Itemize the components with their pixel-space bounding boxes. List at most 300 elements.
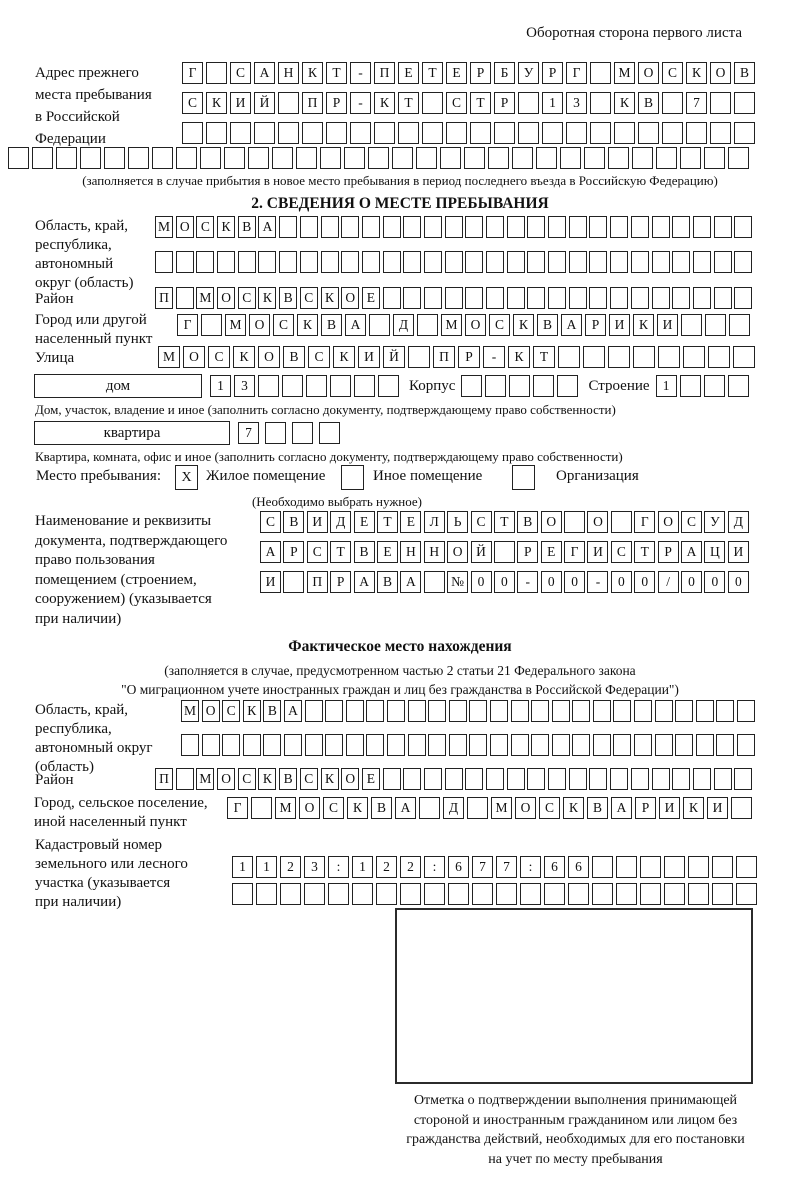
char-box [254, 122, 275, 144]
char-box [305, 734, 323, 756]
char-box: Т [494, 511, 515, 533]
char-box: В [283, 511, 304, 533]
char-box [731, 797, 752, 819]
char-box: Е [400, 511, 421, 533]
char-box [486, 216, 504, 238]
char-box [686, 122, 707, 144]
char-box: Е [377, 541, 398, 563]
char-box: 0 [611, 571, 632, 593]
char-box: Р [326, 92, 347, 114]
char-box: В [371, 797, 392, 819]
char-box: К [333, 346, 355, 368]
char-box: - [483, 346, 505, 368]
char-box: Г [182, 62, 203, 84]
char-box: 0 [541, 571, 562, 593]
char-box [590, 62, 611, 84]
s2-gorod-label [35, 311, 175, 349]
stamp-note-line: гражданства действий, необходимых для его постановки [406, 1132, 745, 1147]
char-box: А [611, 797, 632, 819]
char-box: Р [542, 62, 563, 84]
char-box: К [513, 314, 534, 336]
char-box [449, 734, 467, 756]
fact-title: Фактическое место нахождения [288, 638, 512, 655]
char-box: К [243, 700, 261, 722]
char-box: В [283, 346, 305, 368]
char-box [693, 251, 711, 273]
dom-field-label: дом [34, 374, 202, 398]
char-box: И [260, 571, 281, 593]
char-box [520, 883, 541, 905]
char-box [424, 216, 442, 238]
prev-address-note: (заполняется в случае прибытия в новое место пребывания в период последнего въезда в Российскую Федерацию) [82, 173, 718, 188]
char-box: С [182, 92, 203, 114]
char-box: : [520, 856, 541, 878]
label-line: право пользования [35, 552, 155, 568]
char-box: К [563, 797, 584, 819]
char-box [378, 375, 399, 397]
char-box [688, 883, 709, 905]
char-box [590, 92, 611, 114]
char-box: К [258, 768, 276, 790]
char-box [490, 734, 508, 756]
char-box: К [217, 216, 235, 238]
char-box: С [230, 62, 251, 84]
char-box [592, 883, 613, 905]
char-box [490, 700, 508, 722]
fact-oblast-row-2 [181, 734, 755, 756]
char-box [593, 700, 611, 722]
char-box [350, 122, 371, 144]
char-box: Е [541, 541, 562, 563]
char-box [631, 251, 649, 273]
char-box [422, 122, 443, 144]
char-box [296, 147, 317, 169]
char-box [428, 700, 446, 722]
s2-rayon-row [155, 287, 752, 309]
char-box [449, 700, 467, 722]
char-box: 1 [352, 856, 373, 878]
char-box [652, 216, 670, 238]
char-box [408, 734, 426, 756]
kadastr-row-1 [232, 856, 757, 878]
label-line: документа, подтверждающего [35, 532, 228, 549]
char-box [733, 346, 755, 368]
char-box: Д [728, 511, 749, 533]
char-box [8, 147, 29, 169]
char-box [282, 375, 303, 397]
char-box [279, 216, 297, 238]
dom-cells [210, 375, 399, 397]
char-box: 3 [234, 375, 255, 397]
char-box [734, 251, 752, 273]
char-box: К [302, 62, 323, 84]
char-box: П [307, 571, 328, 593]
char-box: Л [424, 511, 445, 533]
doc-row-2 [260, 541, 749, 563]
char-box: Г [564, 541, 585, 563]
char-box: И [659, 797, 680, 819]
char-box [662, 92, 683, 114]
char-box [424, 571, 445, 593]
char-box [527, 216, 545, 238]
char-box [693, 287, 711, 309]
char-box [552, 700, 570, 722]
char-box [258, 251, 276, 273]
char-box: 2 [280, 856, 301, 878]
char-box [672, 287, 690, 309]
char-box: В [279, 768, 297, 790]
s2-rayon-label: Район [35, 291, 74, 307]
char-box: О [587, 511, 608, 533]
char-box [56, 147, 77, 169]
kvartira-cells [238, 422, 340, 444]
char-box: М [155, 216, 173, 238]
char-box [424, 287, 442, 309]
s2-gorod-row [177, 314, 750, 336]
char-box [656, 147, 677, 169]
char-box: Е [398, 62, 419, 84]
char-box: У [704, 511, 725, 533]
char-box [202, 734, 220, 756]
char-box: Е [362, 768, 380, 790]
confirmation-stamp-box [395, 908, 753, 1084]
char-box [419, 797, 440, 819]
char-box: : [328, 856, 349, 878]
char-box [655, 734, 673, 756]
char-box [569, 287, 587, 309]
char-box [326, 122, 347, 144]
char-box [507, 287, 525, 309]
s2-kvartira-row [34, 421, 340, 445]
char-box [417, 314, 438, 336]
char-box [206, 122, 227, 144]
char-box [200, 147, 221, 169]
char-box [729, 314, 750, 336]
char-box [387, 700, 405, 722]
char-box [511, 700, 529, 722]
char-box [527, 287, 545, 309]
char-box [681, 314, 702, 336]
char-box [696, 734, 714, 756]
char-box [243, 734, 261, 756]
char-box: М [441, 314, 462, 336]
char-box [486, 768, 504, 790]
char-box: В [321, 314, 342, 336]
char-box: 6 [448, 856, 469, 878]
char-box [302, 122, 323, 144]
char-box: С [300, 287, 318, 309]
char-box: Т [470, 92, 491, 114]
char-box [633, 346, 655, 368]
char-box [569, 216, 587, 238]
char-box [465, 768, 483, 790]
char-box: И [728, 541, 749, 563]
char-box: С [273, 314, 294, 336]
char-box [403, 216, 421, 238]
char-box: К [321, 287, 339, 309]
char-box [341, 216, 359, 238]
char-box [445, 287, 463, 309]
char-box [366, 734, 384, 756]
char-box: И [707, 797, 728, 819]
char-box [616, 856, 637, 878]
char-box [403, 768, 421, 790]
char-box [362, 251, 380, 273]
char-box [680, 147, 701, 169]
prev-address-row-2 [182, 92, 755, 114]
char-box: С [539, 797, 560, 819]
char-box: : [424, 856, 445, 878]
char-box [664, 883, 685, 905]
char-box: К [683, 797, 704, 819]
char-box [383, 251, 401, 273]
char-box [494, 541, 515, 563]
char-box [714, 251, 732, 273]
char-box [400, 883, 421, 905]
char-box: 6 [544, 856, 565, 878]
char-box [568, 883, 589, 905]
char-box [232, 883, 253, 905]
char-box [368, 147, 389, 169]
char-box: К [614, 92, 635, 114]
char-box: Д [443, 797, 464, 819]
char-box [486, 251, 504, 273]
char-box [300, 216, 318, 238]
char-box: С [323, 797, 344, 819]
char-box [292, 422, 313, 444]
char-box [422, 92, 443, 114]
char-box: 0 [681, 571, 702, 593]
char-box [610, 216, 628, 238]
stroenie-cells [656, 375, 749, 397]
char-box: 1 [210, 375, 231, 397]
char-box [560, 147, 581, 169]
char-box [445, 251, 463, 273]
char-box [531, 734, 549, 756]
fact-rayon-row [155, 768, 752, 790]
label-line: Город или другой [35, 312, 147, 328]
s2-oblast-label [35, 217, 155, 293]
char-box [403, 251, 421, 273]
residence-type-label: Место пребывания: [36, 468, 161, 484]
char-box [448, 883, 469, 905]
char-box [230, 122, 251, 144]
char-box [408, 346, 430, 368]
char-box: К [297, 314, 318, 336]
label-line: Кадастровый номер [35, 837, 162, 853]
char-box: К [206, 92, 227, 114]
char-box [224, 147, 245, 169]
char-box: В [279, 287, 297, 309]
fact-gorod-row [227, 797, 752, 819]
char-box [369, 314, 390, 336]
label-line: Город, сельское поселение, [34, 795, 208, 811]
stamp-note-line: стороной и иностранным гражданином или лицом без [413, 1112, 738, 1128]
char-box: К [233, 346, 255, 368]
char-box: А [561, 314, 582, 336]
char-box: В [263, 700, 281, 722]
char-box [383, 216, 401, 238]
char-box [736, 856, 757, 878]
char-box [328, 883, 349, 905]
char-box: Т [326, 62, 347, 84]
char-box [344, 147, 365, 169]
char-box: М [491, 797, 512, 819]
char-box: 7 [472, 856, 493, 878]
char-box: П [155, 768, 173, 790]
label-line: Наименование и реквизиты [35, 513, 212, 529]
char-box: О [515, 797, 536, 819]
prev-address-label [35, 62, 180, 150]
char-box [278, 92, 299, 114]
label-line: Область, край, [35, 218, 129, 234]
char-box: С [446, 92, 467, 114]
option-label-zhiloe: Жилое помещение [206, 468, 326, 484]
char-box [592, 856, 613, 878]
char-box [383, 287, 401, 309]
char-box [590, 122, 611, 144]
char-box: О [249, 314, 270, 336]
char-box [564, 511, 585, 533]
char-box [366, 700, 384, 722]
char-box [403, 287, 421, 309]
char-box [589, 287, 607, 309]
char-box [176, 287, 194, 309]
char-box: 2 [376, 856, 397, 878]
label-line: иной населенный пункт [34, 814, 187, 830]
stamp-note-line: на учет по месту пребывания [488, 1151, 663, 1167]
kvartira-note: Квартира, комната, офис и иное (заполнить согласно документу, подтверждающему право собственности) [35, 449, 623, 464]
char-box: 7 [238, 422, 259, 444]
char-box [542, 122, 563, 144]
char-box: О [710, 62, 731, 84]
char-box [306, 375, 327, 397]
char-box [416, 147, 437, 169]
char-box [278, 122, 299, 144]
char-box [465, 216, 483, 238]
checkbox-inoe [341, 465, 364, 490]
char-box [608, 346, 630, 368]
char-box: Г [634, 511, 655, 533]
char-box [527, 768, 545, 790]
char-box [683, 346, 705, 368]
char-box [658, 346, 680, 368]
label-line: республика, [35, 721, 112, 737]
char-box [736, 883, 757, 905]
char-box [376, 883, 397, 905]
char-box [705, 314, 726, 336]
char-box [354, 375, 375, 397]
char-box: А [681, 541, 702, 563]
char-box [693, 768, 711, 790]
stamp-note-line: Отметка о подтверждении выполнения принимающей [413, 1093, 738, 1108]
char-box [610, 251, 628, 273]
char-box: Е [362, 287, 380, 309]
char-box [445, 216, 463, 238]
char-box [714, 287, 732, 309]
char-box [469, 700, 487, 722]
prev-address-row-1 [182, 62, 755, 84]
char-box [424, 768, 442, 790]
char-box [152, 147, 173, 169]
fact-oblast-label [35, 701, 180, 777]
char-box: О [341, 287, 359, 309]
char-box: И [609, 314, 630, 336]
char-box: - [350, 92, 371, 114]
char-box: 0 [728, 571, 749, 593]
char-box: П [155, 287, 173, 309]
char-box [383, 768, 401, 790]
char-box: К [686, 62, 707, 84]
char-box [496, 883, 517, 905]
char-box [201, 314, 222, 336]
char-box: 0 [634, 571, 655, 593]
char-box [488, 147, 509, 169]
char-box: Р [658, 541, 679, 563]
char-box [251, 797, 272, 819]
char-box [737, 734, 755, 756]
char-box [569, 251, 587, 273]
char-box [610, 768, 628, 790]
char-box [176, 768, 194, 790]
char-box [531, 700, 549, 722]
char-box: 0 [471, 571, 492, 593]
char-box [387, 734, 405, 756]
char-box: - [350, 62, 371, 84]
char-box [256, 883, 277, 905]
char-box [408, 700, 426, 722]
char-box: О [183, 346, 205, 368]
char-box: С [208, 346, 230, 368]
char-box [714, 768, 732, 790]
char-box [512, 147, 533, 169]
char-box: И [230, 92, 251, 114]
char-box [734, 92, 755, 114]
char-box: С [260, 511, 281, 533]
char-box: М [225, 314, 246, 336]
stroenie-label: Строение [588, 377, 650, 394]
char-box [341, 251, 359, 273]
char-box: Е [446, 62, 467, 84]
char-box [32, 147, 53, 169]
char-box: 2 [400, 856, 421, 878]
option-label-inoe: Иное помещение [373, 468, 483, 484]
char-box: С [238, 768, 256, 790]
char-box: Р [494, 92, 515, 114]
char-box: 1 [656, 375, 677, 397]
char-box [494, 122, 515, 144]
char-box: В [377, 571, 398, 593]
char-box [472, 883, 493, 905]
char-box: С [471, 511, 492, 533]
char-box: П [374, 62, 395, 84]
label-line: сооружением) (указывается [35, 591, 212, 607]
char-box: В [537, 314, 558, 336]
char-box: О [217, 287, 235, 309]
char-box [716, 734, 734, 756]
label-line: автономный округ [35, 740, 153, 756]
char-box [445, 768, 463, 790]
char-box [325, 700, 343, 722]
char-box: А [345, 314, 366, 336]
char-box [631, 287, 649, 309]
char-box: Д [330, 511, 351, 533]
label-line: (область) [35, 759, 94, 775]
char-box: С [611, 541, 632, 563]
label-line: населенный пункт [35, 331, 153, 347]
char-box [181, 734, 199, 756]
char-box [680, 375, 701, 397]
